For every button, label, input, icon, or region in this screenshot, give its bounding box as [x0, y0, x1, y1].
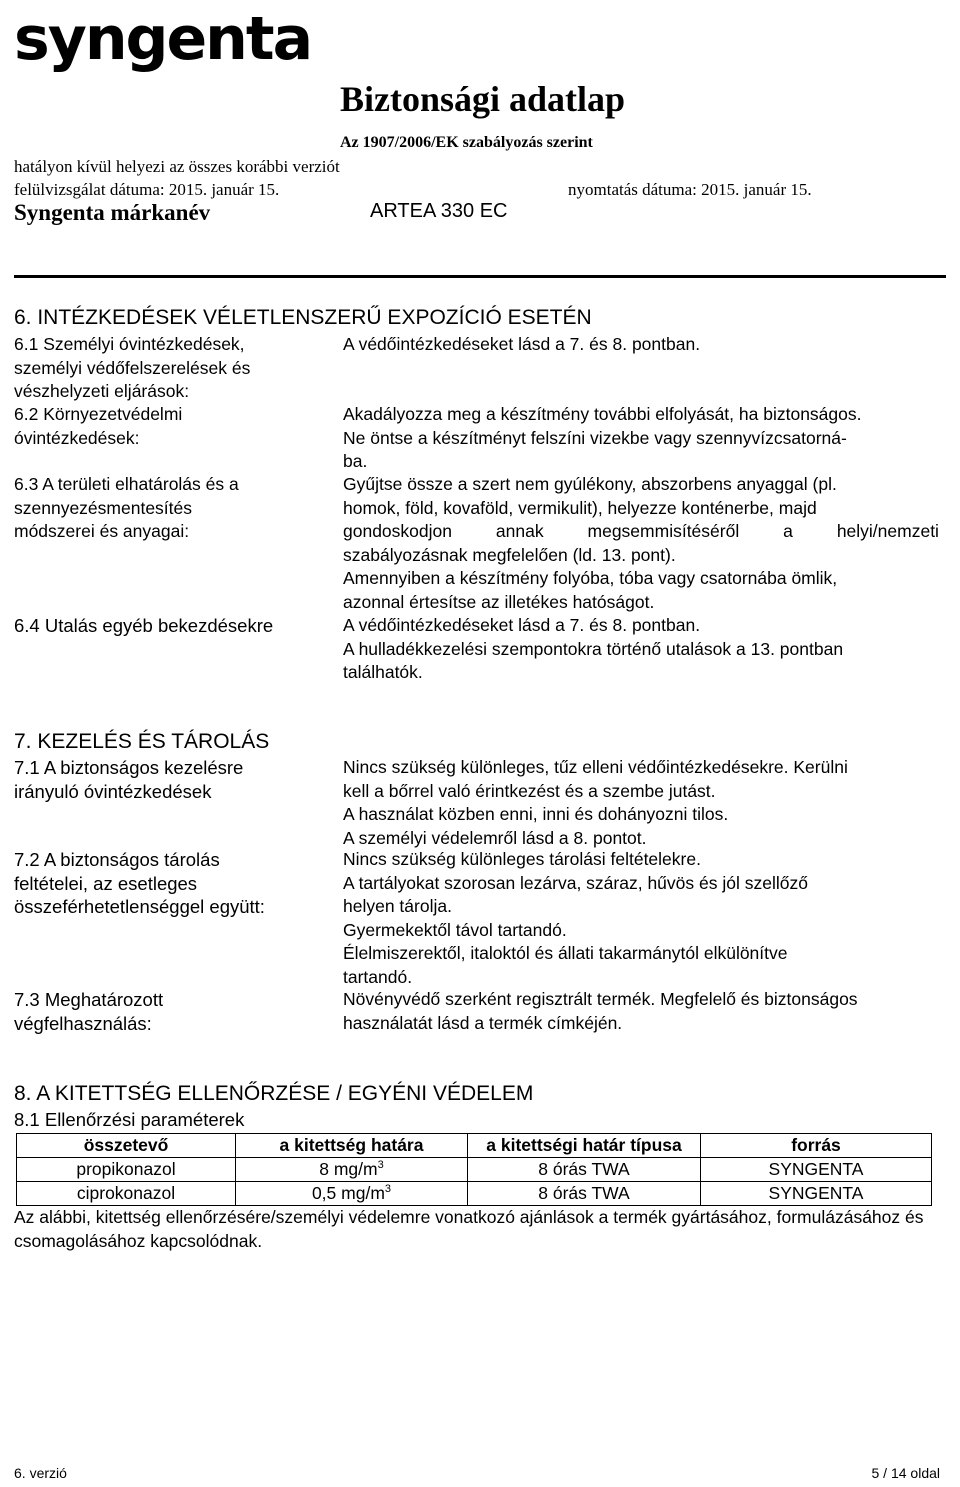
syngenta-logo: syngenta: [14, 4, 312, 74]
table-header-cell: a kitettségi határ típusa: [468, 1134, 701, 1158]
footer-page-number: 5 / 14 oldal: [871, 1465, 940, 1481]
table-header-cell: a kitettség határa: [236, 1134, 468, 1158]
section-7-1-text: Nincs szükség különleges, tűz elleni védőintézkedésekre. Kerülni kell a bőrrel való érintkezést és a szembe jutást. A használat közben enni, inni és dohányozni tilos. A személyi védelemről lásd a 8. pontot.: [343, 757, 848, 848]
table-cell: propikonazol: [17, 1158, 236, 1182]
table-header-cell: összetevő: [17, 1134, 236, 1158]
table-cell: 8 órás TWA: [468, 1182, 701, 1206]
section-6-1-label: 6.1 Személyi óvintézkedések, személyi védőfelszerelések és vészhelyzeti eljárások:: [14, 334, 251, 401]
revision-date: felülvizsgálat dátuma: 2015. január 15.: [14, 180, 280, 199]
table-header-row: [17, 1134, 932, 1158]
section-7-3-label: 7.3 Meghatározott végfelhasználás:: [14, 989, 164, 1034]
section-8-title: 8. A KITETTSÉG ELLENŐRZÉSE / EGYÉNI VÉDELEM: [14, 1082, 534, 1105]
table-cell: 8 $mg/m^3$: [236, 1158, 468, 1182]
section-6-2-label: 6.2 Környezetvédelmi óvintézkedések:: [14, 404, 183, 448]
document-title: Biztonsági adatlap: [340, 79, 626, 119]
section-6-1-text: A védőintézkedéseket lásd a 7. és 8. pontban.: [343, 334, 701, 354]
section-6-4-label: 6.4 Utalás egyéb bekezdésekre: [14, 615, 274, 636]
section-7-1-label: 7.1 A biztonságos kezelésre irányuló óvintézkedések: [14, 757, 244, 802]
section-6-title: 6. INTÉZKEDÉSEK VÉLETLENSZERŰ EXPOZÍCIÓ ESETÉN: [14, 306, 592, 329]
exposure-limits-table: [16, 1133, 932, 1206]
footer-version: 6. verzió: [14, 1465, 67, 1481]
table-row: [17, 1158, 932, 1182]
table-cell: SYNGENTA: [701, 1182, 932, 1206]
section-6-4-text: A védőintézkedéseket lásd a 7. és 8. pontban. A hulladékkezelési szempontokra történő utalások a 13. pontban találhatók.: [343, 615, 844, 682]
table-cell: 8 órás TWA: [468, 1158, 701, 1182]
section-7-2-label: 7.2 A biztonságos tárolás feltételei, az esetleges összeférhetetlenséggel együtt:: [14, 849, 265, 917]
section-7-2-text: Nincs szükség különleges tárolási feltételekre. A tartályokat szorosan lezárva, száraz, hűvös és jól szellőző helyen tárolja. Gyermekektől távol tartandó. Élelmiszerektől, italoktól és állati takarmánytól elkülönítve tartandó.: [343, 849, 808, 987]
section-7-title: 7. KEZELÉS ÉS TÁROLÁS: [14, 730, 270, 753]
header-divider: [14, 275, 946, 278]
table-header-cell: forrás: [701, 1134, 932, 1158]
section-6-2-text: Akadályozza meg a készítmény további elfolyását, ha biztonságos. Ne öntse a készítményt felszíni vizekbe vagy szennyvízcsatorná- ba.: [343, 404, 862, 471]
supersede-note: hatályon kívül helyezi az összes korábbi verziót: [14, 157, 340, 176]
brand-label: Syngenta márkanév: [14, 200, 211, 225]
table-cell: 0,5 $mg/m^3$: [236, 1182, 468, 1206]
section-8-note: Az alábbi, kitettség ellenőrzésére/személyi védelemre vonatkozó ajánlások a termék gyártásához, formulázásához és csomagolásához kapcsolódnak.: [14, 1207, 924, 1251]
section-6-3-text: Gyűjtse össze a szert nem gyúlékony, abszorbens anyaggal (pl. homok, föld, kovaföld, vermikulit), helyezze konténerbe, majd gondoskodjon annak megsemmisítéséről a helyi/nemzeti szabályozásnak megfelelően (ld. 13. pont). Amennyiben a készítmény folyóba, tóba vagy csatornába ömlik, azonnal értesítse az illetékes hatóságot.: [343, 474, 939, 612]
regulation-reference: Az 1907/2006/EK szabályozás szerint: [340, 134, 593, 151]
table-row: [17, 1182, 932, 1206]
print-date: nyomtatás dátuma: 2015. január 15.: [568, 180, 812, 199]
table-cell: ciprokonazol: [17, 1182, 236, 1206]
section-7-3-text: Növényvédő szerként regisztrált termék. Megfelelő és biztonságos használatát lásd a termék címkéjén.: [343, 989, 858, 1033]
table-cell: SYNGENTA: [701, 1158, 932, 1182]
section-6-3-label: 6.3 A területi elhatárolás és a szennyezésmentesítés módszerei és anyagai:: [14, 474, 239, 541]
section-8-1-label: 8.1 Ellenőrzési paraméterek: [14, 1109, 245, 1130]
product-name: ARTEA 330 EC: [370, 200, 508, 222]
